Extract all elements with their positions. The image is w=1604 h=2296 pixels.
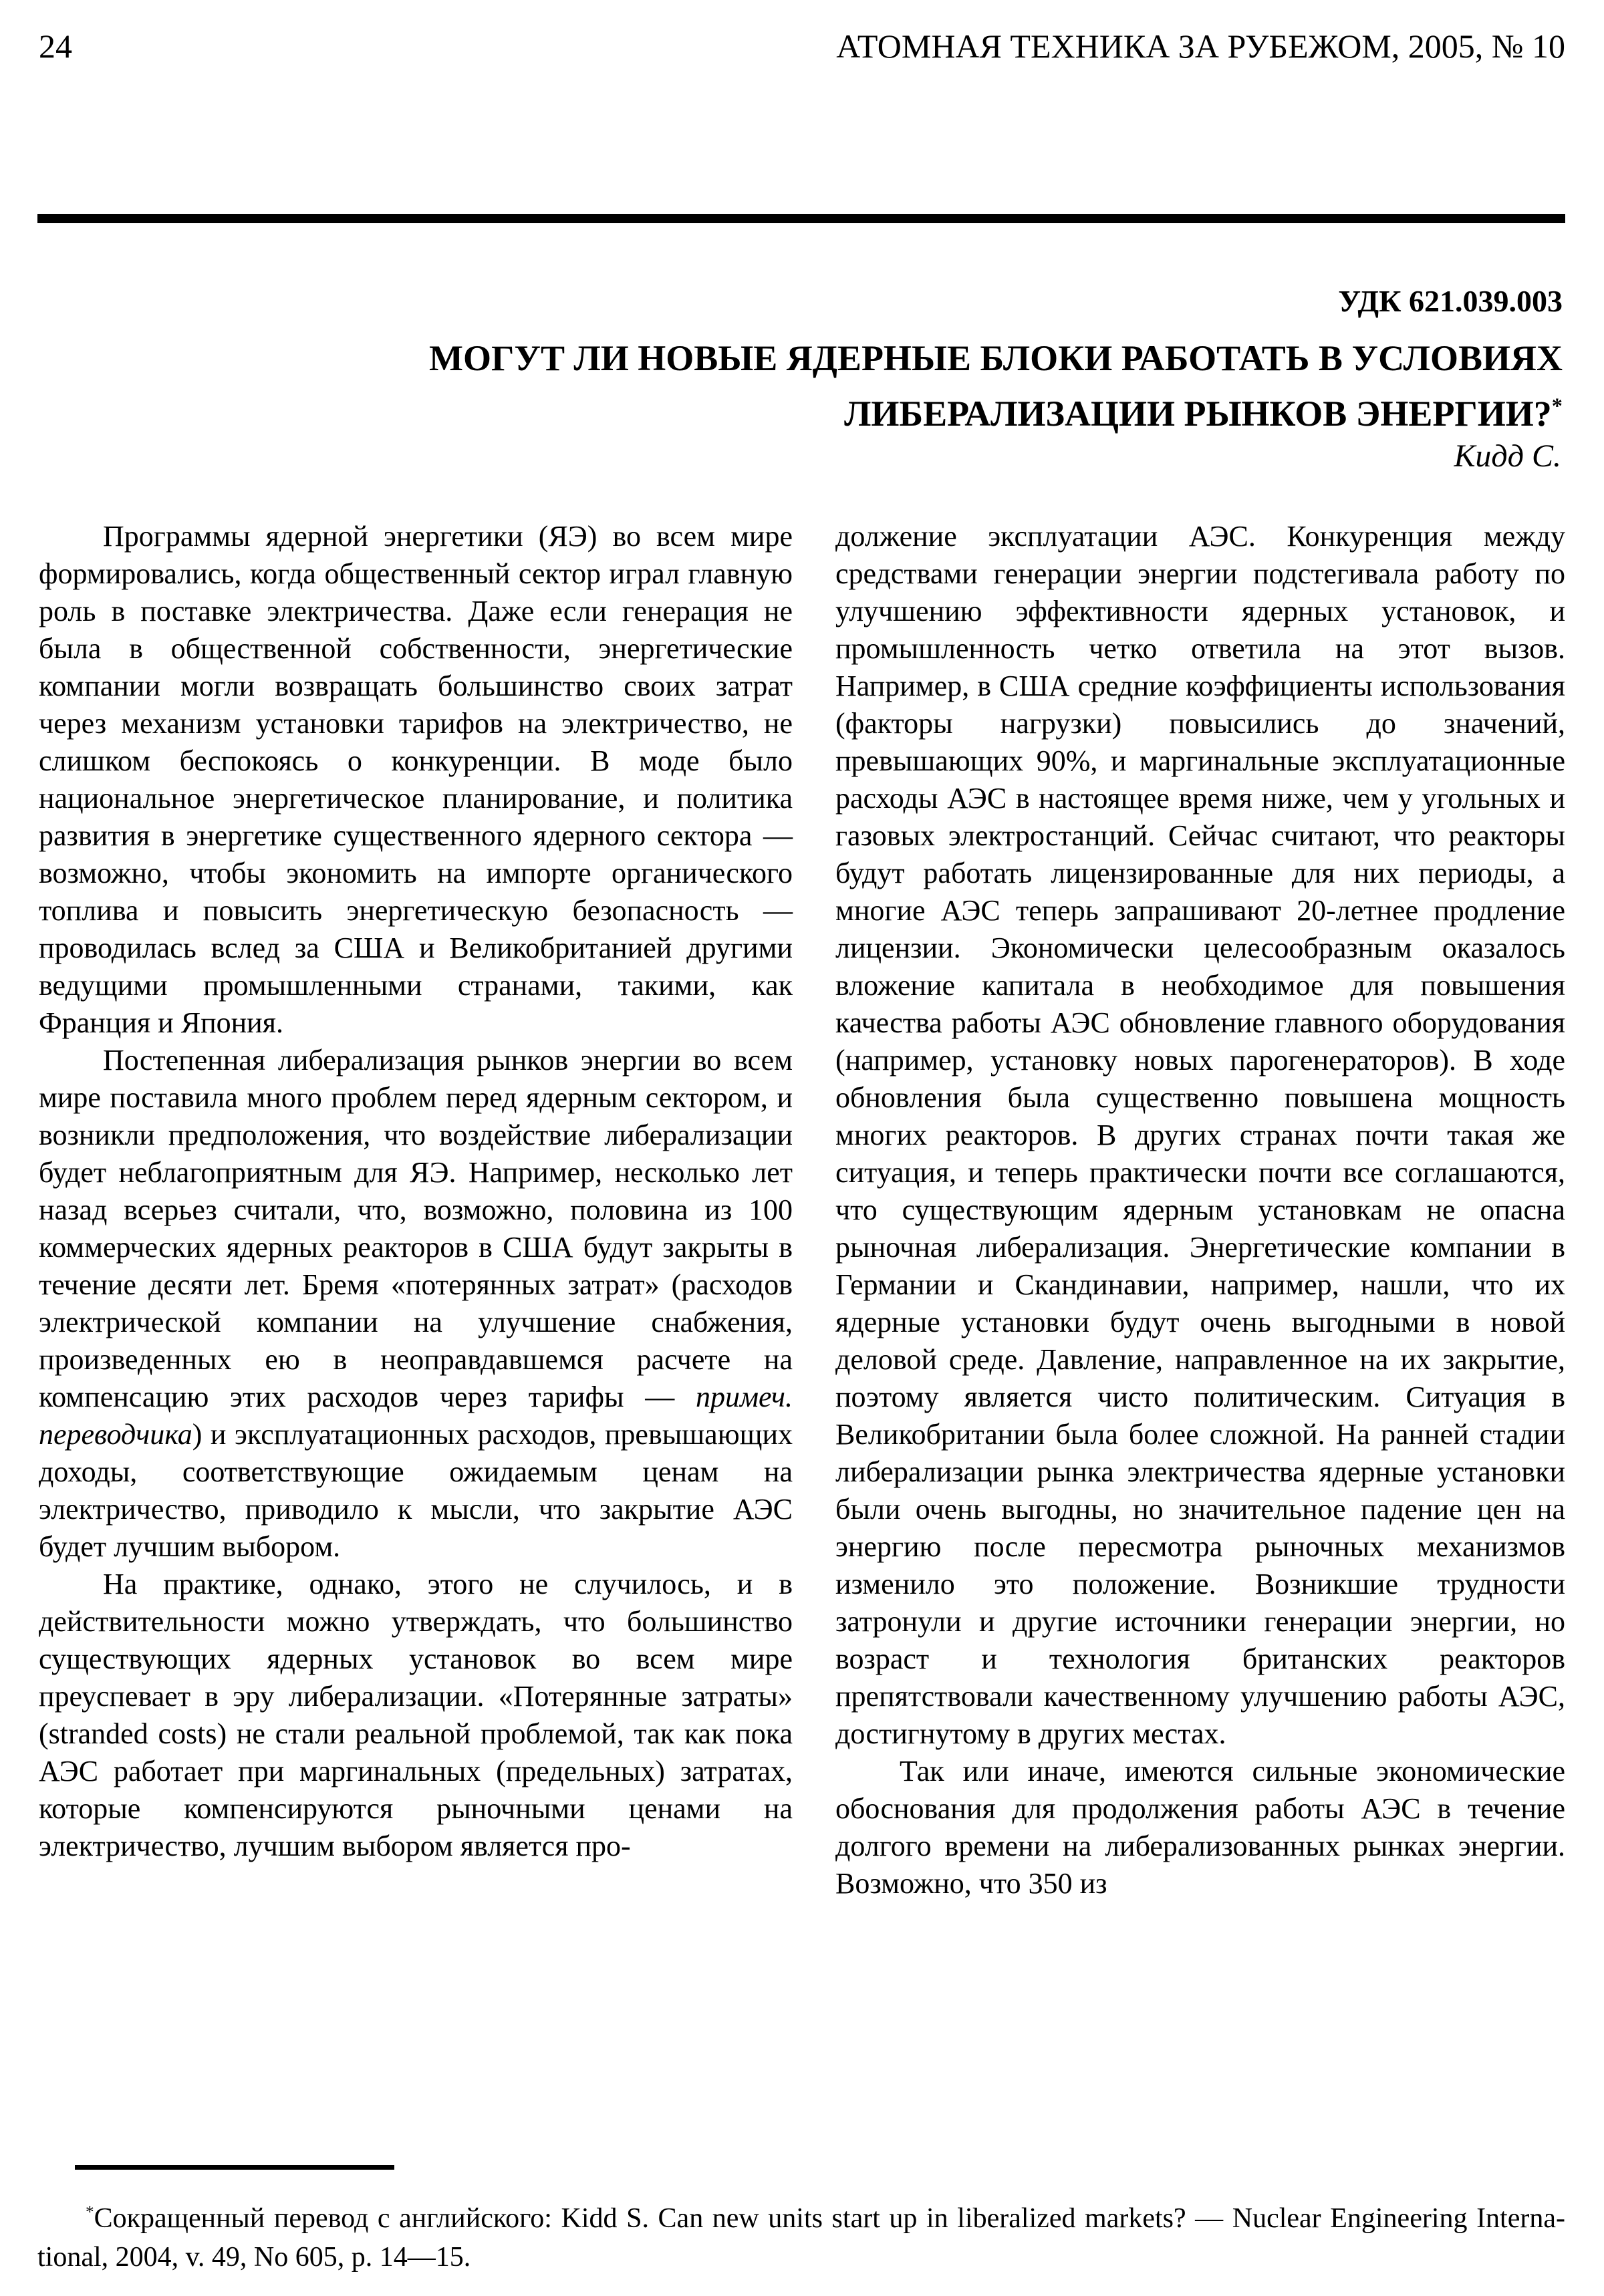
footnote bbox=[37, 2193, 1565, 2277]
footnote-marker: * bbox=[86, 2203, 94, 2221]
author-name: Кидд С. bbox=[1454, 438, 1561, 474]
right-column bbox=[835, 518, 1565, 2158]
paragraph-1: Программы ядерной энергетики (ЯЭ) во всем мире формировались, когда общественный сектор играл главную роль в поставке электричества. Даже если генерация не была в общественной собственности, энергетические компании могли возвращать большинство своих затрат через механизм установки тарифов на электричество, не слишком беспокоясь о конкуренции. В моде было национальное энергетическое планирование, и политика развития в энергетике существенного ядерного сектора — возможно, чтобы экономить на импорте органического топлива и повысить энергетическую безопасность — проводилась вслед за США и Великобританией другими ведущими промышленными странами, такими, как Франция и Япония. bbox=[39, 520, 793, 1039]
article-title bbox=[39, 334, 1563, 438]
paragraph-3: На практике, однако, этого не случилось, и в действительности можно утверждать, что большинство существующих ядерных установок во всем мире преуспевает в эру либерализации. «Потерянные затраты» (stranded costs) не стали реальной проблемой, так как пока АЭС работает при маргинальных (предельных) затратах, которые компенсируются рыночными ценами на электричество, лучшим выбором является про- bbox=[39, 1568, 793, 1862]
page-header bbox=[39, 27, 1565, 65]
footnote-rule bbox=[75, 2165, 394, 2170]
paragraph-2-text: Постепенная либерализация рынков энергии во всем мире поставила много проблем перед ядерным сектором, и возникли предположения, что воздействие либерализации будет неблагоприятным для ЯЭ. Например, несколько лет назад всерьез считали, что, возможно, половина из 100 коммерческих ядерных реакторов в США будут закрыты в течение десяти лет. Бремя «потерянных затрат» (расходов электрической компании на улучшение снабжения, произведенных ею в неоправдавшемся расчете на компенсацию этих расходов через тарифы — bbox=[39, 1044, 793, 1413]
paragraph-2 bbox=[39, 1042, 793, 1566]
title-line-2-wrap bbox=[39, 382, 1563, 438]
header-rule bbox=[37, 214, 1565, 223]
journal-header: АТОМНАЯ ТЕХНИКА ЗА РУБЕЖОМ, 2005, № 10 bbox=[836, 27, 1565, 65]
left-column bbox=[39, 518, 793, 2158]
title-line-2: ЛИБЕРАЛИЗАЦИИ РЫНКОВ ЭНЕРГИИ? bbox=[844, 394, 1552, 434]
footnote-text: Сокращенный перевод с английского: Kidd S. Can new units start up in liberalized markets? — Nuclear Engineering International, 2004, v. 49, No 605, p. 14—15. bbox=[37, 2203, 1565, 2273]
body-columns bbox=[39, 518, 1565, 2158]
paragraph-2-text-after: ) и эксплуатационных расходов, превышающих доходы, соответствующие ожидаемым ценам на электричество, приводило к мысли, что закрытие АЭС будет лучшим выбором. bbox=[39, 1418, 793, 1563]
translator-note-italic: примеч. переводчика bbox=[39, 1381, 793, 1451]
title-line-1: МОГУТ ЛИ НОВЫЕ ЯДЕРНЫЕ БЛОКИ РАБОТАТЬ В УСЛОВИЯХ bbox=[429, 338, 1563, 378]
udk-number: УДК 621.039.003 bbox=[1338, 284, 1563, 318]
paragraph-3-continuation: должение эксплуатации АЭС. Конкуренция между средствами генерации энергии подстегивала работу по улучшению эффективности ядерных установок, и промышленность четко ответила на этот вызов. Например, в США средние коэффициенты использования (факторы нагрузки) повысились до значений, превышающих 90%, и маргинальные эксплуатационные расходы АЭС в настоящее время ниже, чем у угольных и газовых электростанций. Сейчас считают, что реакторы будут работать лицензированные для них периоды, а многие АЭС теперь запрашивают 20-летнее продление лицензии. Экономически целесообразным оказалось вложение капитала в необходимое для повышения качества работы АЭС обновление главного оборудования (например, установку новых парогенераторов). В ходе обновления была существенно повышена мощность многих реакторов. В других странах почти такая же ситуация, и теперь практически почти все соглашаются, что существующим ядерным установкам не опасна рыночная либерализация. Энергетические компании в Германии и Скандинавии, например, нашли, что их ядерные установки будут очень выгодными в новой деловой среде. Давление, направленное на их закрытие, поэтому является чисто политическим. Ситуация в Великобритании была более сложной. На ранней стадии либерализации рынка электричества ядерные установки были очень выгодны, но значительное падение цен на энергию после пересмотра рыночных механизмов изменило это положение. Возникшие трудности затронули и другие источники генерации энергии, но возраст и технология британских реакторов препятствовали качественному улучшению работы АЭС, достигнутому в других местах. bbox=[835, 520, 1565, 1750]
paragraph-4: Так или иначе, имеются сильные экономические обоснования для продолжения работы АЭС в течение долгого времени на либерализованных рынках энергии. Возможно, что 350 из bbox=[835, 1755, 1565, 1900]
title-footnote-marker: * bbox=[1551, 394, 1563, 418]
page-number: 24 bbox=[39, 27, 72, 65]
